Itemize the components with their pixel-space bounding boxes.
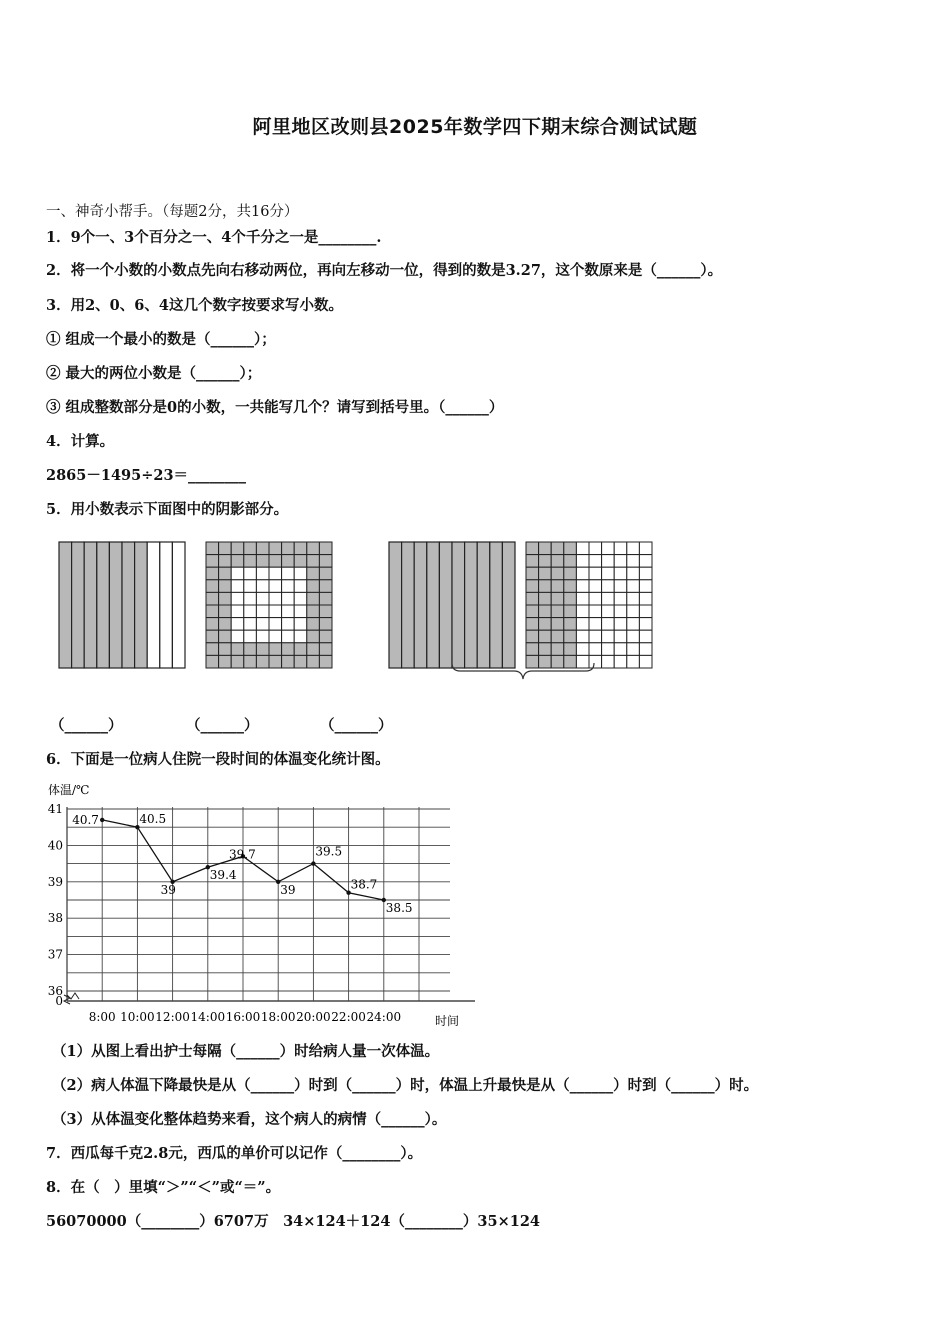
grid-cell <box>576 605 589 618</box>
grid-cell <box>244 643 257 656</box>
grid-cell <box>319 630 332 643</box>
grid-cell <box>627 542 640 555</box>
grid-cell <box>589 567 602 580</box>
grid-cell <box>614 655 627 668</box>
grid-cell <box>206 542 219 555</box>
grid-cell <box>319 592 332 605</box>
question-5: 5．用小数表示下面图中的阴影部分。 <box>46 501 289 518</box>
grid-cell <box>231 630 244 643</box>
grid-cell <box>589 580 602 593</box>
grid-cell <box>206 618 219 631</box>
data-label: 38.5 <box>385 901 413 915</box>
grid-cell <box>231 567 244 580</box>
q5-figures <box>50 535 670 685</box>
grid-cell <box>526 605 539 618</box>
partial-grid-figure <box>526 542 652 668</box>
grid-cell <box>564 643 577 656</box>
grid-cell <box>526 643 539 656</box>
x-tick-label: 14:00 <box>190 1010 226 1024</box>
grid-cell <box>219 542 232 555</box>
grid-cell <box>551 605 564 618</box>
strip-cell <box>465 542 478 668</box>
grid-cell <box>539 618 552 631</box>
grid-cell <box>564 580 577 593</box>
grid-cell <box>627 618 640 631</box>
grid-cell <box>576 592 589 605</box>
grid-cell <box>256 655 269 668</box>
grid-cell <box>307 567 320 580</box>
grid-cell <box>576 567 589 580</box>
grid-cell <box>206 643 219 656</box>
strip-cell <box>402 542 415 668</box>
grid-cell <box>269 555 282 568</box>
grid-cell <box>282 630 295 643</box>
grid-cell <box>319 580 332 593</box>
grid-cell <box>614 630 627 643</box>
question-6: 6．下面是一位病人住院一段时间的体温变化统计图。 <box>46 751 390 768</box>
data-label: 39.5 <box>315 844 343 859</box>
grid-cell <box>602 655 615 668</box>
grid-cell <box>269 643 282 656</box>
grid-cell <box>627 555 640 568</box>
grid-cell <box>614 567 627 580</box>
grid-cell <box>319 605 332 618</box>
q5-answer-3: （______） <box>320 717 393 734</box>
grid-cell <box>206 580 219 593</box>
grid-cell <box>576 655 589 668</box>
strip-cell <box>414 542 427 668</box>
grid-cell <box>269 605 282 618</box>
grid-cell <box>639 618 652 631</box>
grid-cell <box>551 643 564 656</box>
data-label: 39.7 <box>229 847 256 862</box>
grid-cell <box>282 542 295 555</box>
grid-cell <box>294 605 307 618</box>
grid-cell <box>282 555 295 568</box>
grid-cell <box>589 592 602 605</box>
grid-cell <box>627 630 640 643</box>
grid-cell <box>539 580 552 593</box>
grid-cell <box>294 630 307 643</box>
x-tick-label: 16:00 <box>225 1010 261 1024</box>
grid-cell <box>294 542 307 555</box>
x-tick-label: 8:00 <box>88 1010 116 1024</box>
grid-cell <box>539 643 552 656</box>
question-3-part-2: ② 最大的两位小数是（______）； <box>46 365 262 382</box>
grid-cell <box>269 567 282 580</box>
section-heading: 一、神奇小帮手。（每题2分，共16分） <box>46 204 299 220</box>
grid-cell <box>294 655 307 668</box>
grid-cell <box>231 655 244 668</box>
grid-cell <box>564 605 577 618</box>
grid-cell <box>614 618 627 631</box>
grid-cell <box>614 643 627 656</box>
grid-cell <box>244 555 257 568</box>
chart-x-ticks <box>89 1010 401 1024</box>
grid-cell <box>219 630 232 643</box>
grid-cell <box>602 555 615 568</box>
grid-cell <box>551 555 564 568</box>
grid-cell <box>269 618 282 631</box>
grid-cell <box>564 567 577 580</box>
grid-cell <box>206 567 219 580</box>
grid-cell <box>602 567 615 580</box>
strip-cell <box>477 542 490 668</box>
strip-cell <box>452 542 465 668</box>
grid-cell <box>602 618 615 631</box>
grid-cell <box>602 630 615 643</box>
grid-cell <box>256 567 269 580</box>
grid-cell <box>526 618 539 631</box>
grid-cell <box>256 580 269 593</box>
grid-cell <box>269 580 282 593</box>
grid-cell <box>576 542 589 555</box>
grid-cell <box>627 605 640 618</box>
grid-cell <box>576 618 589 631</box>
grid-cell <box>244 655 257 668</box>
grid-cell <box>206 655 219 668</box>
strip-cell <box>109 542 122 668</box>
grid-cell <box>576 630 589 643</box>
grid-cell <box>231 542 244 555</box>
grid-cell <box>564 630 577 643</box>
question-8-expression: 56070000（________）6707万 34×124＋124（________）35×124 <box>46 1213 541 1230</box>
grid-cell <box>231 592 244 605</box>
grid-cell <box>576 555 589 568</box>
grid-cell <box>627 643 640 656</box>
grid-cell <box>231 580 244 593</box>
data-label: 40.5 <box>139 812 167 827</box>
y-tick-label: 39 <box>47 874 63 889</box>
x-tick-label: 18:00 <box>260 1010 296 1024</box>
grid-cell <box>526 555 539 568</box>
grid-cell <box>526 567 539 580</box>
question-7: 7．西瓜每千克2.8元，西瓜的单价可以记作（________）。 <box>46 1145 423 1162</box>
grid-cell <box>256 630 269 643</box>
chart-grid <box>64 807 475 1004</box>
grid-cell <box>319 618 332 631</box>
grid-cell <box>294 555 307 568</box>
grid-cell <box>564 592 577 605</box>
question-3-part-3: ③ 组成整数部分是0的小数，一共能写几个？请写到括号里。（______） <box>46 399 504 416</box>
grid-cell <box>639 555 652 568</box>
strip-cell <box>160 542 173 668</box>
grid-cell <box>589 605 602 618</box>
grid-cell <box>551 542 564 555</box>
x-tick-label: 24:00 <box>366 1010 402 1024</box>
grid-cell <box>307 555 320 568</box>
grid-cell <box>589 630 602 643</box>
grid-cell <box>614 605 627 618</box>
grid-cell <box>256 542 269 555</box>
x-tick-label: 12:00 <box>155 1010 190 1024</box>
grid-cell <box>539 555 552 568</box>
x-tick-label: 20:00 <box>296 1010 331 1024</box>
grid-cell <box>576 643 589 656</box>
temperature-chart <box>40 778 490 1033</box>
grid-cell <box>307 542 320 555</box>
chart-ylabel: 体温/℃ <box>48 783 90 797</box>
strip-cell <box>172 542 185 668</box>
grid-cell <box>244 630 257 643</box>
strip-figure <box>59 542 185 668</box>
grid-cell <box>551 630 564 643</box>
grid-cell <box>614 592 627 605</box>
question-8: 8．在（ ）里填“＞”“＜”或“＝”。 <box>46 1179 281 1196</box>
grid-cell <box>294 567 307 580</box>
grid-cell <box>244 592 257 605</box>
x-tick-label: 10:00 <box>120 1010 155 1024</box>
whole-strip-figure <box>389 542 515 668</box>
question-1: 1．9个一、3个百分之一、4个千分之一是________. <box>46 229 382 246</box>
data-label: 40.7 <box>72 812 99 827</box>
grid-cell <box>219 555 232 568</box>
grid-cell <box>219 592 232 605</box>
grid-cell <box>627 580 640 593</box>
grid-cell <box>564 555 577 568</box>
grid-cell <box>602 580 615 593</box>
grid-cell <box>526 655 539 668</box>
question-4-expression: 2865－1495÷23＝________ <box>46 467 247 484</box>
grid-cell <box>256 618 269 631</box>
grid-cell <box>639 605 652 618</box>
grid-cell <box>639 567 652 580</box>
y-tick-label: 0 <box>55 994 63 1008</box>
grid-cell <box>307 605 320 618</box>
y-tick-label: 36 <box>47 984 63 998</box>
grid-cell <box>602 592 615 605</box>
data-point <box>311 861 315 865</box>
grid-cell <box>551 580 564 593</box>
grid-cell <box>282 605 295 618</box>
grid-cell <box>307 643 320 656</box>
chart-y-ticks <box>48 802 63 1008</box>
question-3: 3．用2、0、6、4这几个数字按要求写小数。 <box>46 297 343 314</box>
q5-answer-1: （______） <box>50 717 123 734</box>
strip-cell <box>135 542 148 668</box>
grid-cell <box>307 655 320 668</box>
grid-cell <box>639 542 652 555</box>
grid-cell <box>231 618 244 631</box>
grid-cell <box>526 630 539 643</box>
chart-xlabel: 时间 <box>435 1014 460 1028</box>
grid-cell <box>551 567 564 580</box>
grid-cell <box>589 555 602 568</box>
grid-cell <box>219 618 232 631</box>
axis-break <box>64 995 70 1004</box>
grid-cell <box>294 580 307 593</box>
strip-cell <box>389 542 402 668</box>
data-label: 39 <box>160 882 176 897</box>
grid-cell <box>589 542 602 555</box>
grid-cell <box>269 542 282 555</box>
grid-cell <box>551 655 564 668</box>
grid-cell <box>564 542 577 555</box>
y-tick-label: 38 <box>47 911 63 926</box>
question-6-sub-3: （3）从体温变化整体趋势来看，这个病人的病情（______）。 <box>52 1111 447 1128</box>
q5-answer-2: （______） <box>186 717 259 734</box>
strip-cell <box>490 542 503 668</box>
grid-cell <box>256 555 269 568</box>
grid-cell <box>307 618 320 631</box>
grid-cell <box>589 643 602 656</box>
grid-cell <box>319 655 332 668</box>
grid-cell <box>614 555 627 568</box>
grid-cell <box>219 643 232 656</box>
grid-cell <box>282 592 295 605</box>
grid-cell <box>639 655 652 668</box>
grid-cell <box>219 655 232 668</box>
strip-cell <box>502 542 515 668</box>
grid-cell <box>282 618 295 631</box>
grid-cell <box>244 542 257 555</box>
grid-cell <box>206 555 219 568</box>
grid-cell <box>269 592 282 605</box>
data-point <box>100 818 104 822</box>
data-label: 39 <box>280 882 296 897</box>
grid-cell <box>526 592 539 605</box>
grid-cell <box>526 542 539 555</box>
grid-cell <box>282 567 295 580</box>
question-3-part-1: ① 组成一个最小的数是（______）； <box>46 331 276 348</box>
grid-cell <box>319 643 332 656</box>
grid-cell <box>576 580 589 593</box>
grid-cell <box>294 618 307 631</box>
grid-cell <box>206 630 219 643</box>
data-label: 38.7 <box>350 877 378 892</box>
grid-cell <box>539 605 552 618</box>
grid-cell <box>269 655 282 668</box>
grid-cell <box>602 643 615 656</box>
grid-cell <box>564 655 577 668</box>
grid-cell <box>294 592 307 605</box>
strip-cell <box>59 542 72 668</box>
grid-cell <box>319 555 332 568</box>
page-title: 阿里地区改则县2025年数学四下期末综合测试试题 <box>252 116 698 138</box>
grid-cell <box>219 567 232 580</box>
question-6-sub-1: （1）从图上看出护士每隔（______）时给病人量一次体温。 <box>52 1043 440 1060</box>
grid-cell <box>282 580 295 593</box>
grid-cell <box>256 605 269 618</box>
grid-cell <box>307 592 320 605</box>
strip-cell <box>72 542 85 668</box>
grid-cell <box>539 592 552 605</box>
grid-cell <box>602 605 615 618</box>
grid-cell <box>269 630 282 643</box>
strip-cell <box>439 542 452 668</box>
grid-cell <box>256 592 269 605</box>
grid-cell <box>307 630 320 643</box>
grid-cell <box>206 605 219 618</box>
grid-cell <box>551 618 564 631</box>
grid-cell <box>231 605 244 618</box>
grid-cell <box>627 567 640 580</box>
y-tick-label: 37 <box>47 947 63 962</box>
grid-cell <box>256 643 269 656</box>
grid-cell <box>244 580 257 593</box>
y-tick-label: 40 <box>47 838 63 853</box>
grid-cell <box>219 605 232 618</box>
grid-cell <box>319 542 332 555</box>
grid-figure <box>206 542 332 668</box>
grid-cell <box>627 592 640 605</box>
grid-cell <box>589 655 602 668</box>
grid-cell <box>539 542 552 555</box>
grid-cell <box>639 580 652 593</box>
grid-cell <box>294 643 307 656</box>
grid-cell <box>627 655 640 668</box>
grid-cell <box>282 655 295 668</box>
strip-cell <box>84 542 97 668</box>
y-tick-label: 41 <box>47 802 63 816</box>
strip-cell <box>147 542 160 668</box>
question-4: 4．计算。 <box>46 433 115 450</box>
question-6-sub-2: （2）病人体温下降最快是从（______）时到（______）时，体温上升最快是从（______）时到（______）时。 <box>52 1077 759 1094</box>
grid-cell <box>231 643 244 656</box>
grid-cell <box>551 592 564 605</box>
grid-cell <box>614 542 627 555</box>
grid-cell <box>539 655 552 668</box>
grid-cell <box>526 580 539 593</box>
grid-cell <box>639 630 652 643</box>
grid-cell <box>319 567 332 580</box>
grid-cell <box>539 567 552 580</box>
grid-cell <box>539 630 552 643</box>
question-2: 2．将一个小数的小数点先向右移动两位，再向左移动一位，得到的数是3.27，这个数原来是（______）。 <box>46 262 723 279</box>
grid-cell <box>614 580 627 593</box>
grid-cell <box>589 618 602 631</box>
grid-cell <box>564 618 577 631</box>
grid-cell <box>307 580 320 593</box>
strip-cell <box>427 542 440 668</box>
x-tick-label: 22:00 <box>331 1010 366 1024</box>
grid-cell <box>602 542 615 555</box>
grid-cell <box>244 567 257 580</box>
strip-cell <box>97 542 110 668</box>
grid-cell <box>282 643 295 656</box>
grid-cell <box>206 592 219 605</box>
strip-cell <box>122 542 135 668</box>
grid-cell <box>231 555 244 568</box>
grid-cell <box>639 592 652 605</box>
grid-cell <box>639 643 652 656</box>
grid-cell <box>219 580 232 593</box>
data-label: 39.4 <box>209 868 237 883</box>
grid-cell <box>244 618 257 631</box>
grid-cell <box>244 605 257 618</box>
